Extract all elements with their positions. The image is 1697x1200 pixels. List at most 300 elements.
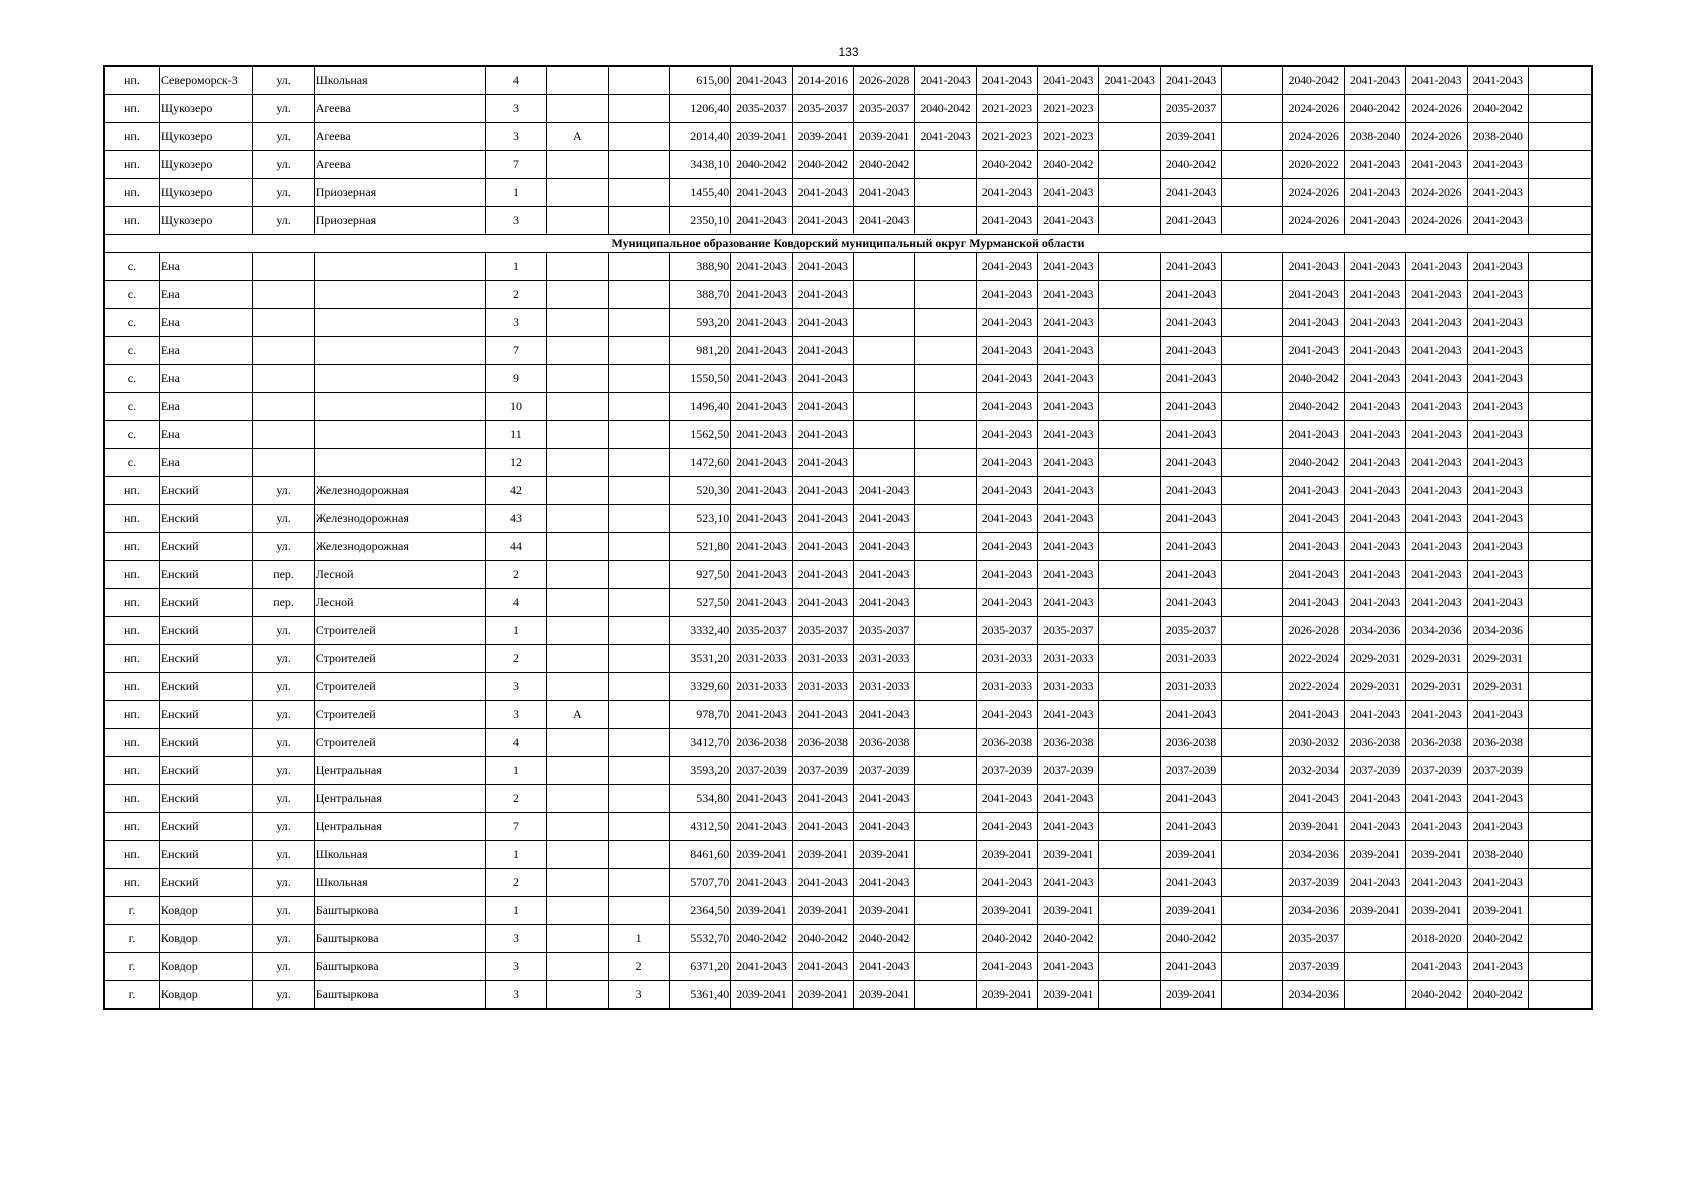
building-part-cell — [608, 337, 669, 365]
period-5-cell: 2041-2043 — [976, 365, 1037, 393]
period-2-cell: 2040-2042 — [792, 925, 853, 953]
period-11-cell: 2041-2043 — [1344, 393, 1405, 421]
period-6-cell: 2041-2043 — [1038, 365, 1099, 393]
building-letter-cell — [547, 841, 608, 869]
table-row — [104, 645, 1592, 673]
period-8-cell: 2039-2041 — [1160, 841, 1221, 869]
period-4-cell — [915, 729, 976, 757]
period-3-cell: 2037-2039 — [853, 757, 914, 785]
house-number-cell: 7 — [485, 151, 546, 179]
period-2-cell: 2041-2043 — [792, 561, 853, 589]
period-7-cell — [1099, 757, 1160, 785]
building-letter-cell — [547, 897, 608, 925]
street-name-cell: Школьная — [314, 841, 485, 869]
street-type-cell: ул. — [253, 505, 314, 533]
period-5-cell: 2041-2043 — [976, 449, 1037, 477]
period-5-cell: 2041-2043 — [976, 813, 1037, 841]
period-14-cell — [1528, 309, 1592, 337]
street-type-cell — [253, 421, 314, 449]
house-number-cell: 2 — [485, 281, 546, 309]
settlement-type-cell: нп. — [104, 533, 159, 561]
period-2-cell: 2041-2043 — [792, 421, 853, 449]
period-7-cell — [1099, 393, 1160, 421]
area-cell: 978,70 — [669, 701, 730, 729]
street-type-cell: ул. — [253, 645, 314, 673]
period-12-cell: 2041-2043 — [1406, 785, 1467, 813]
building-letter-cell — [547, 421, 608, 449]
period-13-cell: 2041-2043 — [1467, 253, 1528, 281]
area-cell: 3412,70 — [669, 729, 730, 757]
settlement-name-cell: Щукозеро — [159, 151, 253, 179]
period-5-cell: 2041-2043 — [976, 561, 1037, 589]
period-7-cell — [1099, 981, 1160, 1010]
period-9-cell — [1222, 897, 1283, 925]
street-name-cell: Железнодорожная — [314, 477, 485, 505]
period-8-cell: 2041-2043 — [1160, 337, 1221, 365]
period-12-cell: 2034-2036 — [1406, 617, 1467, 645]
period-14-cell — [1528, 645, 1592, 673]
period-2-cell: 2041-2043 — [792, 701, 853, 729]
table-row — [104, 253, 1592, 281]
period-14-cell — [1528, 925, 1592, 953]
period-1-cell: 2041-2043 — [731, 179, 792, 207]
area-cell: 1550,50 — [669, 365, 730, 393]
period-12-cell: 2040-2042 — [1406, 981, 1467, 1010]
period-8-cell: 2041-2043 — [1160, 309, 1221, 337]
house-number-cell: 3 — [485, 309, 546, 337]
period-3-cell: 2041-2043 — [853, 701, 914, 729]
period-3-cell: 2039-2041 — [853, 897, 914, 925]
area-cell: 593,20 — [669, 309, 730, 337]
period-3-cell: 2040-2042 — [853, 151, 914, 179]
settlement-type-cell: с. — [104, 365, 159, 393]
period-8-cell: 2039-2041 — [1160, 897, 1221, 925]
street-name-cell: Лесной — [314, 589, 485, 617]
street-type-cell: ул. — [253, 701, 314, 729]
period-4-cell — [915, 281, 976, 309]
period-11-cell: 2041-2043 — [1344, 365, 1405, 393]
period-14-cell — [1528, 785, 1592, 813]
period-12-cell: 2041-2043 — [1406, 66, 1467, 95]
area-cell: 5707,70 — [669, 869, 730, 897]
period-1-cell: 2041-2043 — [731, 393, 792, 421]
settlement-type-cell: нп. — [104, 151, 159, 179]
period-11-cell: 2041-2043 — [1344, 151, 1405, 179]
building-part-cell: 2 — [608, 953, 669, 981]
settlement-type-cell: нп. — [104, 841, 159, 869]
settlement-name-cell: Щукозеро — [159, 207, 253, 235]
period-6-cell: 2041-2043 — [1038, 505, 1099, 533]
building-letter-cell — [547, 66, 608, 95]
period-13-cell: 2041-2043 — [1467, 477, 1528, 505]
period-1-cell: 2039-2041 — [731, 123, 792, 151]
period-7-cell — [1099, 617, 1160, 645]
street-name-cell: Приозерная — [314, 207, 485, 235]
period-10-cell: 2037-2039 — [1283, 953, 1344, 981]
period-1-cell: 2041-2043 — [731, 785, 792, 813]
area-cell: 521,80 — [669, 533, 730, 561]
period-11-cell: 2041-2043 — [1344, 207, 1405, 235]
house-number-cell: 4 — [485, 589, 546, 617]
building-letter-cell — [547, 207, 608, 235]
street-type-cell: ул. — [253, 95, 314, 123]
period-6-cell: 2021-2023 — [1038, 123, 1099, 151]
settlement-type-cell: нп. — [104, 589, 159, 617]
period-8-cell: 2040-2042 — [1160, 925, 1221, 953]
table-row — [104, 207, 1592, 235]
period-2-cell: 2031-2033 — [792, 673, 853, 701]
period-5-cell: 2040-2042 — [976, 151, 1037, 179]
period-2-cell: 2039-2041 — [792, 123, 853, 151]
period-11-cell: 2041-2043 — [1344, 505, 1405, 533]
period-1-cell: 2041-2043 — [731, 337, 792, 365]
period-13-cell: 2036-2038 — [1467, 729, 1528, 757]
period-4-cell — [915, 337, 976, 365]
table-row — [104, 123, 1592, 151]
period-11-cell: 2041-2043 — [1344, 66, 1405, 95]
building-letter-cell — [547, 729, 608, 757]
period-1-cell: 2041-2043 — [731, 281, 792, 309]
period-8-cell: 2039-2041 — [1160, 123, 1221, 151]
period-5-cell: 2041-2043 — [976, 589, 1037, 617]
building-letter-cell — [547, 925, 608, 953]
house-number-cell: 42 — [485, 477, 546, 505]
street-type-cell: ул. — [253, 981, 314, 1010]
period-10-cell: 2024-2026 — [1283, 207, 1344, 235]
building-letter-cell — [547, 589, 608, 617]
area-cell: 3329,60 — [669, 673, 730, 701]
area-cell: 1562,50 — [669, 421, 730, 449]
period-7-cell — [1099, 123, 1160, 151]
street-name-cell: Лесной — [314, 561, 485, 589]
settlement-name-cell: Енский — [159, 757, 253, 785]
building-part-cell: 1 — [608, 925, 669, 953]
settlement-type-cell: с. — [104, 421, 159, 449]
period-12-cell: 2041-2043 — [1406, 449, 1467, 477]
building-letter-cell — [547, 393, 608, 421]
period-14-cell — [1528, 421, 1592, 449]
period-1-cell: 2041-2043 — [731, 505, 792, 533]
period-11-cell: 2041-2043 — [1344, 561, 1405, 589]
area-cell: 981,20 — [669, 337, 730, 365]
period-13-cell: 2041-2043 — [1467, 179, 1528, 207]
area-cell: 523,10 — [669, 505, 730, 533]
period-5-cell: 2041-2043 — [976, 253, 1037, 281]
street-type-cell — [253, 337, 314, 365]
period-6-cell: 2041-2043 — [1038, 253, 1099, 281]
period-8-cell: 2041-2043 — [1160, 869, 1221, 897]
period-2-cell: 2041-2043 — [792, 207, 853, 235]
period-8-cell: 2041-2043 — [1160, 589, 1221, 617]
period-12-cell: 2041-2043 — [1406, 477, 1467, 505]
settlement-type-cell: г. — [104, 981, 159, 1010]
period-5-cell: 2041-2043 — [976, 393, 1037, 421]
period-13-cell: 2041-2043 — [1467, 207, 1528, 235]
page-number: 133 — [838, 45, 859, 59]
settlement-type-cell: нп. — [104, 757, 159, 785]
period-2-cell: 2041-2043 — [792, 281, 853, 309]
period-12-cell: 2029-2031 — [1406, 645, 1467, 673]
period-8-cell: 2041-2043 — [1160, 449, 1221, 477]
period-3-cell — [853, 281, 914, 309]
settlement-name-cell: Енский — [159, 533, 253, 561]
street-type-cell: ул. — [253, 617, 314, 645]
period-3-cell: 2041-2043 — [853, 785, 914, 813]
period-5-cell: 2041-2043 — [976, 785, 1037, 813]
period-3-cell: 2041-2043 — [853, 813, 914, 841]
house-number-cell: 2 — [485, 561, 546, 589]
building-part-cell — [608, 365, 669, 393]
period-2-cell: 2041-2043 — [792, 813, 853, 841]
settlement-type-cell: с. — [104, 393, 159, 421]
period-12-cell: 2029-2031 — [1406, 673, 1467, 701]
period-14-cell — [1528, 897, 1592, 925]
period-12-cell: 2024-2026 — [1406, 179, 1467, 207]
street-type-cell: пер. — [253, 589, 314, 617]
period-7-cell — [1099, 673, 1160, 701]
period-2-cell: 2041-2043 — [792, 253, 853, 281]
building-part-cell — [608, 151, 669, 179]
period-1-cell: 2041-2043 — [731, 533, 792, 561]
street-name-cell: Агеева — [314, 95, 485, 123]
building-letter-cell — [547, 281, 608, 309]
building-part-cell — [608, 673, 669, 701]
street-type-cell: ул. — [253, 953, 314, 981]
house-number-cell: 43 — [485, 505, 546, 533]
period-7-cell — [1099, 841, 1160, 869]
period-1-cell: 2041-2043 — [731, 589, 792, 617]
house-number-cell: 1 — [485, 841, 546, 869]
period-9-cell — [1222, 533, 1283, 561]
period-10-cell: 2039-2041 — [1283, 813, 1344, 841]
period-13-cell: 2041-2043 — [1467, 953, 1528, 981]
street-name-cell: Центральная — [314, 813, 485, 841]
building-part-cell — [608, 869, 669, 897]
table-row — [104, 151, 1592, 179]
house-number-cell: 12 — [485, 449, 546, 477]
period-5-cell: 2031-2033 — [976, 645, 1037, 673]
period-4-cell — [915, 253, 976, 281]
period-1-cell: 2041-2043 — [731, 449, 792, 477]
table-row — [104, 589, 1592, 617]
period-8-cell: 2041-2043 — [1160, 281, 1221, 309]
period-4-cell: 2041-2043 — [915, 123, 976, 151]
period-6-cell: 2041-2043 — [1038, 207, 1099, 235]
table-row — [104, 393, 1592, 421]
building-part-cell — [608, 123, 669, 151]
house-number-cell: 3 — [485, 701, 546, 729]
period-12-cell: 2039-2041 — [1406, 897, 1467, 925]
building-part-cell — [608, 477, 669, 505]
period-3-cell: 2039-2041 — [853, 841, 914, 869]
street-type-cell: ул. — [253, 533, 314, 561]
period-5-cell: 2039-2041 — [976, 981, 1037, 1010]
period-3-cell: 2041-2043 — [853, 505, 914, 533]
period-9-cell — [1222, 729, 1283, 757]
period-6-cell: 2040-2042 — [1038, 151, 1099, 179]
table-row — [104, 673, 1592, 701]
building-letter-cell — [547, 253, 608, 281]
period-5-cell: 2041-2043 — [976, 207, 1037, 235]
period-5-cell: 2041-2043 — [976, 337, 1037, 365]
period-2-cell: 2041-2043 — [792, 869, 853, 897]
period-8-cell: 2037-2039 — [1160, 757, 1221, 785]
street-type-cell: ул. — [253, 673, 314, 701]
building-letter-cell — [547, 449, 608, 477]
period-4-cell — [915, 533, 976, 561]
area-cell: 388,90 — [669, 253, 730, 281]
table-row — [104, 869, 1592, 897]
period-2-cell: 2041-2043 — [792, 309, 853, 337]
period-4-cell — [915, 449, 976, 477]
table-row — [104, 617, 1592, 645]
period-6-cell: 2041-2043 — [1038, 337, 1099, 365]
period-3-cell: 2031-2033 — [853, 645, 914, 673]
house-number-cell: 3 — [485, 925, 546, 953]
period-14-cell — [1528, 66, 1592, 95]
period-8-cell: 2039-2041 — [1160, 981, 1221, 1010]
street-type-cell: ул. — [253, 785, 314, 813]
street-name-cell: Центральная — [314, 785, 485, 813]
period-14-cell — [1528, 673, 1592, 701]
area-cell: 3593,20 — [669, 757, 730, 785]
house-number-cell: 3 — [485, 673, 546, 701]
period-1-cell: 2041-2043 — [731, 421, 792, 449]
period-8-cell: 2041-2043 — [1160, 785, 1221, 813]
period-5-cell: 2041-2043 — [976, 421, 1037, 449]
period-6-cell: 2041-2043 — [1038, 179, 1099, 207]
period-6-cell: 2041-2043 — [1038, 953, 1099, 981]
period-10-cell: 2024-2026 — [1283, 179, 1344, 207]
period-2-cell: 2031-2033 — [792, 645, 853, 673]
period-10-cell: 2034-2036 — [1283, 981, 1344, 1010]
period-8-cell: 2031-2033 — [1160, 673, 1221, 701]
house-number-cell: 9 — [485, 365, 546, 393]
period-6-cell: 2041-2043 — [1038, 449, 1099, 477]
building-part-cell — [608, 253, 669, 281]
table-row — [104, 757, 1592, 785]
area-cell: 2364,50 — [669, 897, 730, 925]
period-13-cell: 2029-2031 — [1467, 673, 1528, 701]
period-10-cell: 2041-2043 — [1283, 505, 1344, 533]
period-6-cell: 2021-2023 — [1038, 95, 1099, 123]
settlement-name-cell: Енский — [159, 785, 253, 813]
period-2-cell: 2037-2039 — [792, 757, 853, 785]
building-part-cell — [608, 533, 669, 561]
period-10-cell: 2035-2037 — [1283, 925, 1344, 953]
period-9-cell — [1222, 179, 1283, 207]
period-12-cell: 2037-2039 — [1406, 757, 1467, 785]
settlement-type-cell: нп. — [104, 95, 159, 123]
period-9-cell — [1222, 841, 1283, 869]
period-10-cell: 2041-2043 — [1283, 785, 1344, 813]
settlement-name-cell: Ковдор — [159, 953, 253, 981]
period-4-cell — [915, 365, 976, 393]
period-1-cell: 2041-2043 — [731, 309, 792, 337]
period-4-cell: 2040-2042 — [915, 95, 976, 123]
area-cell: 5532,70 — [669, 925, 730, 953]
period-7-cell — [1099, 869, 1160, 897]
period-7-cell — [1099, 505, 1160, 533]
period-13-cell: 2041-2043 — [1467, 589, 1528, 617]
period-12-cell: 2041-2043 — [1406, 589, 1467, 617]
period-11-cell: 2037-2039 — [1344, 757, 1405, 785]
building-part-cell — [608, 309, 669, 337]
period-1-cell: 2041-2043 — [731, 953, 792, 981]
period-8-cell: 2041-2043 — [1160, 533, 1221, 561]
house-number-cell: 44 — [485, 533, 546, 561]
period-14-cell — [1528, 151, 1592, 179]
table-row — [104, 729, 1592, 757]
settlement-name-cell: Енский — [159, 617, 253, 645]
table-row — [104, 813, 1592, 841]
period-14-cell — [1528, 281, 1592, 309]
settlement-name-cell: Ена — [159, 281, 253, 309]
period-12-cell: 2041-2043 — [1406, 151, 1467, 179]
street-name-cell — [314, 309, 485, 337]
area-cell: 3332,40 — [669, 617, 730, 645]
period-10-cell: 2041-2043 — [1283, 561, 1344, 589]
period-7-cell — [1099, 365, 1160, 393]
period-9-cell — [1222, 66, 1283, 95]
building-part-cell — [608, 207, 669, 235]
building-letter-cell — [547, 757, 608, 785]
street-name-cell: Центральная — [314, 757, 485, 785]
section-header-row — [104, 235, 1592, 253]
settlement-name-cell: Ковдор — [159, 925, 253, 953]
period-3-cell: 2041-2043 — [853, 869, 914, 897]
period-9-cell — [1222, 589, 1283, 617]
house-number-cell: 7 — [485, 337, 546, 365]
period-12-cell: 2041-2043 — [1406, 701, 1467, 729]
period-7-cell — [1099, 813, 1160, 841]
housing-registry-table — [103, 65, 1593, 1010]
period-13-cell: 2041-2043 — [1467, 393, 1528, 421]
period-9-cell — [1222, 757, 1283, 785]
settlement-type-cell: нп. — [104, 813, 159, 841]
house-number-cell: 7 — [485, 813, 546, 841]
settlement-type-cell: нп. — [104, 477, 159, 505]
house-number-cell: 3 — [485, 95, 546, 123]
house-number-cell: 3 — [485, 981, 546, 1010]
period-11-cell: 2041-2043 — [1344, 869, 1405, 897]
settlement-type-cell: г. — [104, 953, 159, 981]
table-row — [104, 477, 1592, 505]
settlement-type-cell: нп. — [104, 617, 159, 645]
period-6-cell: 2041-2043 — [1038, 477, 1099, 505]
period-1-cell: 2031-2033 — [731, 673, 792, 701]
period-5-cell: 2041-2043 — [976, 869, 1037, 897]
settlement-name-cell: Ковдор — [159, 981, 253, 1010]
period-3-cell — [853, 309, 914, 337]
period-7-cell — [1099, 589, 1160, 617]
settlement-type-cell: г. — [104, 897, 159, 925]
period-6-cell: 2041-2043 — [1038, 561, 1099, 589]
period-1-cell: 2035-2037 — [731, 617, 792, 645]
period-14-cell — [1528, 207, 1592, 235]
period-13-cell: 2040-2042 — [1467, 95, 1528, 123]
area-cell: 1496,40 — [669, 393, 730, 421]
area-cell: 1472,60 — [669, 449, 730, 477]
street-name-cell: Баштыркова — [314, 897, 485, 925]
house-number-cell: 10 — [485, 393, 546, 421]
period-14-cell — [1528, 393, 1592, 421]
street-name-cell — [314, 393, 485, 421]
settlement-name-cell: Ена — [159, 253, 253, 281]
period-4-cell — [915, 701, 976, 729]
settlement-name-cell: Енский — [159, 477, 253, 505]
area-cell: 2014,40 — [669, 123, 730, 151]
